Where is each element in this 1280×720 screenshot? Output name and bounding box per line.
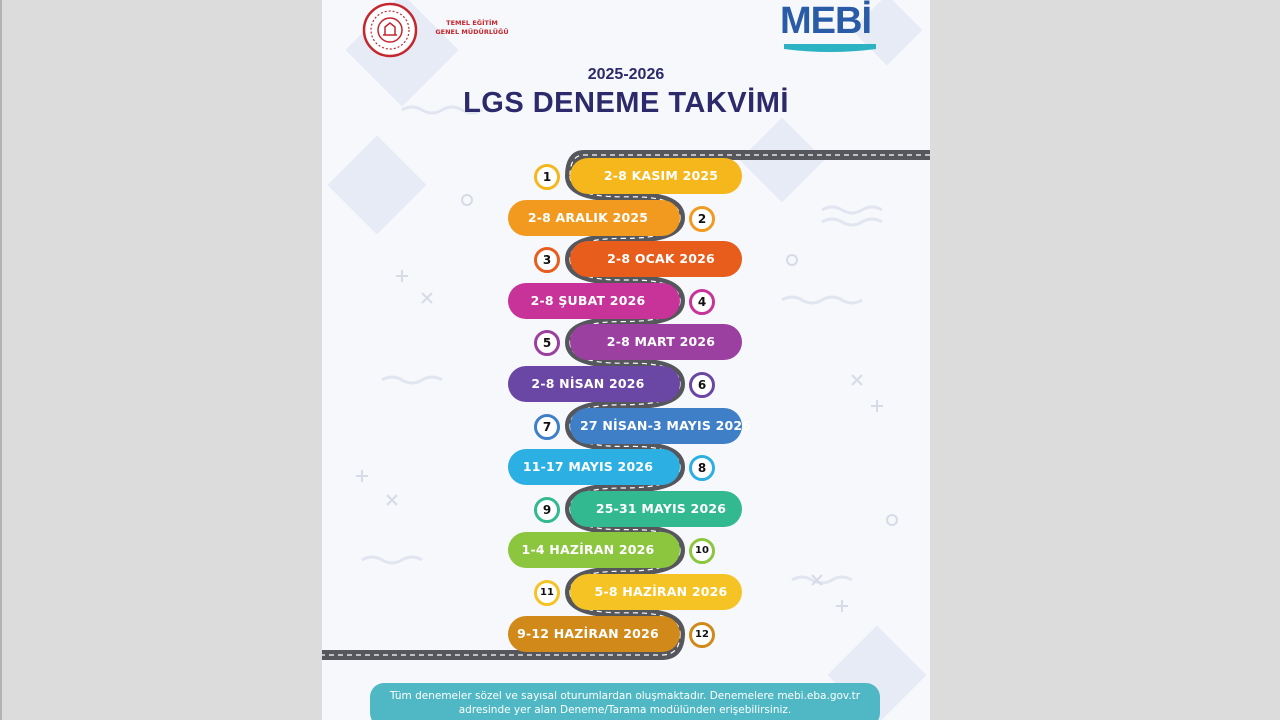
exam-number-badge: 1 (534, 164, 560, 190)
exam-date-pill: 27 NİSAN-3 MAYIS 2026 (570, 408, 742, 444)
exam-number-badge: 9 (534, 497, 560, 523)
ministry-unit-line2: GENEL MÜDÜRLÜĞÜ (435, 28, 509, 36)
exam-number-badge: 7 (534, 414, 560, 440)
academic-year: 2025-2026 (587, 66, 665, 83)
exam-date-pill: 25-31 MAYIS 2026 (570, 491, 742, 527)
exam-number-badge: 4 (689, 289, 715, 315)
window-edge (0, 0, 2, 720)
ministry-unit-name (427, 19, 517, 37)
exam-number-badge: 6 (689, 372, 715, 398)
info-note (370, 683, 880, 720)
page-title: LGS DENEME TAKVİMİ (463, 87, 789, 119)
exam-number-badge: 10 (689, 538, 715, 564)
exam-date-pill: 2-8 MART 2026 (570, 324, 742, 360)
exam-number-badge: 12 (689, 622, 715, 648)
exam-date-pill: 9-12 HAZİRAN 2026 (508, 616, 680, 652)
exam-date-pill: 2-8 ŞUBAT 2026 (508, 283, 680, 319)
info-note-line1: Tüm denemeler sözel ve sayısal oturumlardan oluşmaktadır. Denemelere mebi.eba.gov.tr (389, 690, 861, 702)
ministry-seal-logo (362, 2, 418, 58)
calendar-poster (322, 0, 930, 720)
info-note-line2: adresinde yer alan Deneme/Tarama modülünden erişebilirsiniz. (458, 704, 792, 716)
exam-number-badge: 3 (534, 247, 560, 273)
exam-date-pill: 1-4 HAZİRAN 2026 (508, 532, 680, 568)
mebi-logo-underline (782, 42, 878, 53)
exam-date-pill: 2-8 NİSAN 2026 (508, 366, 680, 402)
exam-number-badge: 5 (534, 330, 560, 356)
mebi-brand-logo: MEBİ (780, 0, 871, 42)
ministry-unit-line1: TEMEL EĞİTİM (446, 19, 498, 27)
exam-number-badge: 8 (689, 455, 715, 481)
exam-date-pill: 2-8 KASIM 2025 (570, 158, 742, 194)
exam-number-badge: 11 (534, 580, 560, 606)
exam-date-pill: 11-17 MAYIS 2026 (508, 449, 680, 485)
exam-number-badge: 2 (689, 206, 715, 232)
exam-date-pill: 2-8 ARALIK 2025 (508, 200, 680, 236)
exam-date-pill: 5-8 HAZİRAN 2026 (570, 574, 742, 610)
exam-date-pill: 2-8 OCAK 2026 (570, 241, 742, 277)
